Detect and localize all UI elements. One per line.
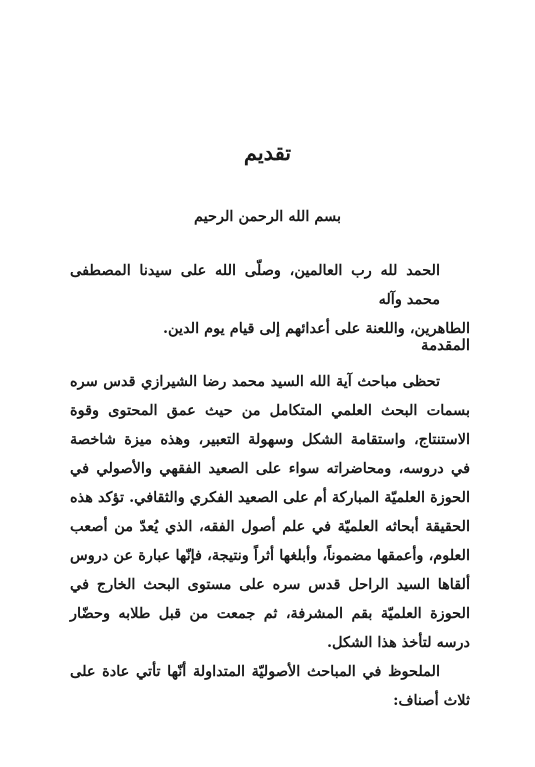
intro-paragraph [70,256,470,343]
last-paragraph [70,657,470,715]
main-paragraph-text: تحظى مباحث آية الله السيد محمد رضا الشيرازي قدس سره بسمات البحث العلمي المتكامل من حيث عمق المحتوى وقوة الاستنتاج، واستقامة الشكل وسهولة التعبير، وهذه ميزة شاخصة في دروسه، ومحاضراته سواء على الصعيد الفقهي والأصولي في الحوزة العلميّة المباركة أم على الصعيد الفكري والثقافي. تؤكد هذه الحقيقة أبحاثه العلميّة في علم أصول الفقه، الذي يُعدّ من أصعب العلوم، وأعمقها مضموناً، وأبلغها أثراً ونتيجة، فإنّها عبارة عن دروس ألقاها السيد الراحل قدس سره على مستوى البحث الخارج في الحوزة العلميّة بقم المشرفة، ثم جمعت من قبل طلابه وحضّار درسه لتأخذ هذا الشكل. [70,373,470,651]
section-heading: المقدمة [421,336,470,354]
basmala: بسم الله الرحمن الرحيم [193,208,342,225]
intro-line-1: الحمد لله رب العالمين، وصلّى الله على سيدنا المصطفى محمد وآله [70,262,440,308]
page-title: تقديم [243,140,292,165]
last-paragraph-text: الملحوظ في المباحث الأصوليّة المتداولة أنّها تأتي عادة على ثلاث أصناف: [70,663,470,709]
main-paragraph [70,367,470,657]
intro-line-2: الطاهرين، واللعنة على أعدائهم إلى قيام يوم الدين. [162,320,470,337]
